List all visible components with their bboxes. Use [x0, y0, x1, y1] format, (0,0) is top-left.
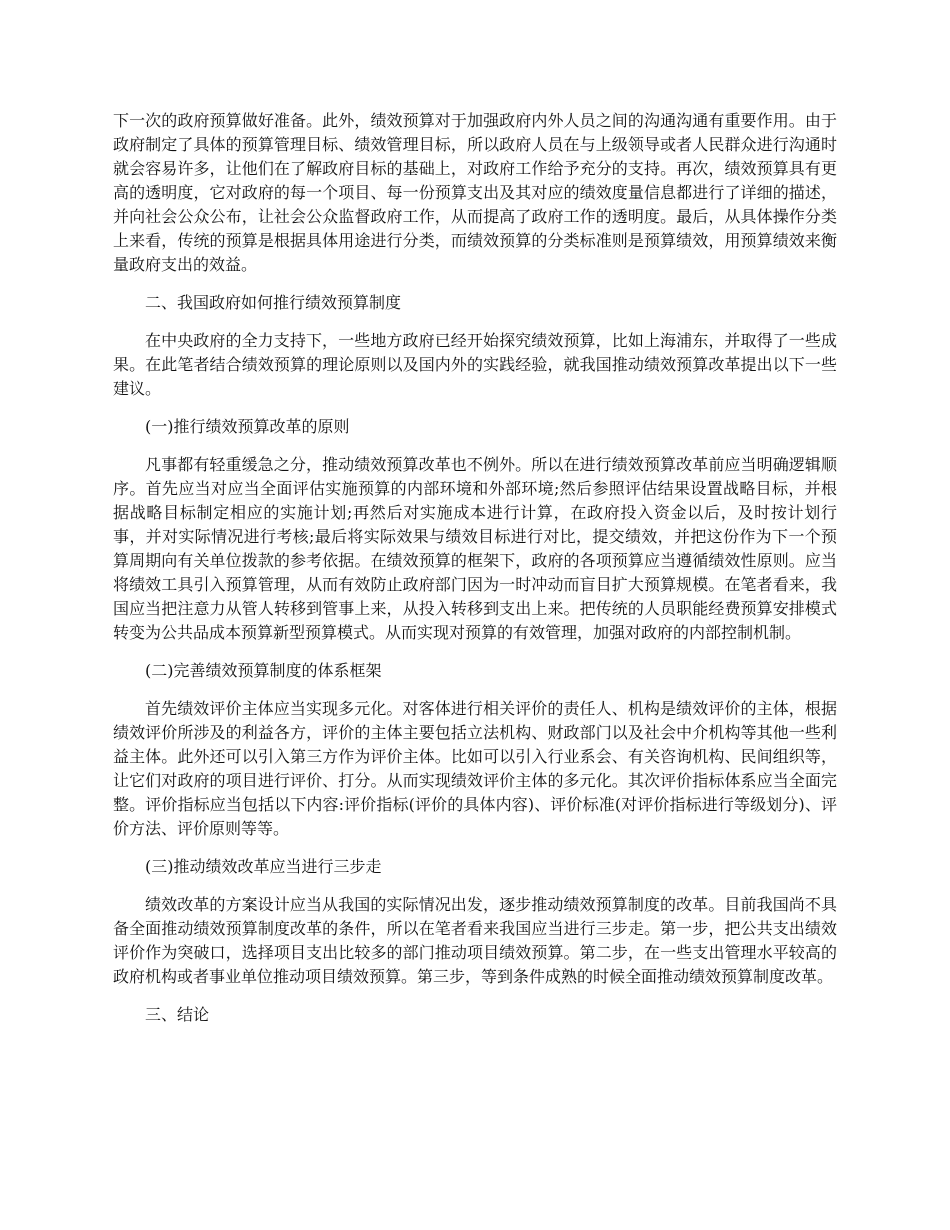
paragraph-subsection-1: 凡事都有轻重缓急之分，推动绩效预算改革也不例外。所以在进行绩效预算改革前应当明确逻辑顺序。首先应当对应当全面评估实施预算的内部环境和外部环境;然后参照评估结果设置战略目标，并根据战略目标制定相应的实施计划;再然后对实施成本进行计算，在政府投入资金以后，及时按计划行事，并对实际情况进行考核;最后将实际效果与绩效目标进行对比，提交绩效，并把这份作为下一个预算周期向有关单位拨款的参考依据。在绩效预算的框架下，政府的各项预算应当遵循绩效性原则。应当将绩效工具引入预算管理，从而有效防止政府部门因为一时冲动而盲目扩大预算规模。在笔者看来，我国应当把注意力从管人转移到管事上来，从投入转移到支出上来。把传统的人员职能经费预算安排模式转变为公共品成本预算新型预算模式。从而实现对预算的有效管理，加强对政府的内部控制机制。	[113, 455, 837, 642]
section-heading-3: 三、结论	[145, 1005, 210, 1024]
paragraph-subsection-2: 首先绩效评价主体应当实现多元化。对客体进行相关评价的责任人、机构是绩效评价的主体，根据绩效评价所涉及的利益各方，评价的主体主要包括立法机构、财政部门以及社会中介机构等其他一些利益主体。此外还可以引入第三方作为评价主体。比如可以引入行业系会、有关咨询机构、民间组织等，让它们对政府的项目进行评价、打分。从而实现绩效评价主体的多元化。其次评价指标体系应当全面完整。评价指标应当包括以下内容:评价指标(评价的具体内容)、评价标准(对评价指标进行等级划分)、评价方法、评价原则等等。	[113, 699, 837, 838]
subsection-heading-3: (三)推动绩效改革应当进行三步走	[145, 857, 382, 876]
paragraph-intro-continuation: 下一次的政府预算做好准备。此外，绩效预算对于加强政府内外人员之间的沟通沟通有重要作用。由于政府制定了具体的预算管理目标、绩效管理目标，所以政府人员在与上级领导或者人民群众进行沟通时就会容易许多，让他们在了解政府目标的基础上，对政府工作给予充分的支持。再次，绩效预算具有更高的透明度，它对政府的每一个项目、每一份预算支出及其对应的绩效度量信息都进行了详细的描述，并向社会公众公布，让社会公众监督政府工作，从而提高了政府工作的透明度。最后，从具体操作分类上来看，传统的预算是根据具体用途进行分类，而绩效预算的分类标准则是预算绩效，用预算绩效来衡量政府支出的效益。	[113, 111, 837, 274]
subsection-heading-2: (二)完善绩效预算制度的体系框架	[145, 661, 382, 680]
document-page	[113, 109, 837, 1041]
paragraph-section-2: 在中央政府的全力支持下，一些地方政府已经开始探究绩效预算，比如上海浦东，并取得了一些成果。在此笔者结合绩效预算的理论原则以及国内外的实践经验，就我国推动绩效预算改革提出以下一些建议。	[113, 331, 837, 398]
subsection-heading-1: (一)推行绩效预算改革的原则	[145, 417, 350, 436]
paragraph-subsection-3: 绩效改革的方案设计应当从我国的实际情况出发，逐步推动绩效预算制度的改革。目前我国尚不具备全面推动绩效预算制度改革的条件，所以在笔者看来我国应当进行三步走。第一步，把公共支出绩效评价作为突破口，选择项目支出比较多的部门推动项目绩效预算。第二步，在一些支出管理水平较高的政府机构或者事业单位推动项目绩效预算。第三步，等到条件成熟的时候全面推动绩效预算制度改革。	[113, 895, 837, 986]
section-heading-2: 二、我国政府如何推行绩效预算制度	[145, 293, 402, 312]
